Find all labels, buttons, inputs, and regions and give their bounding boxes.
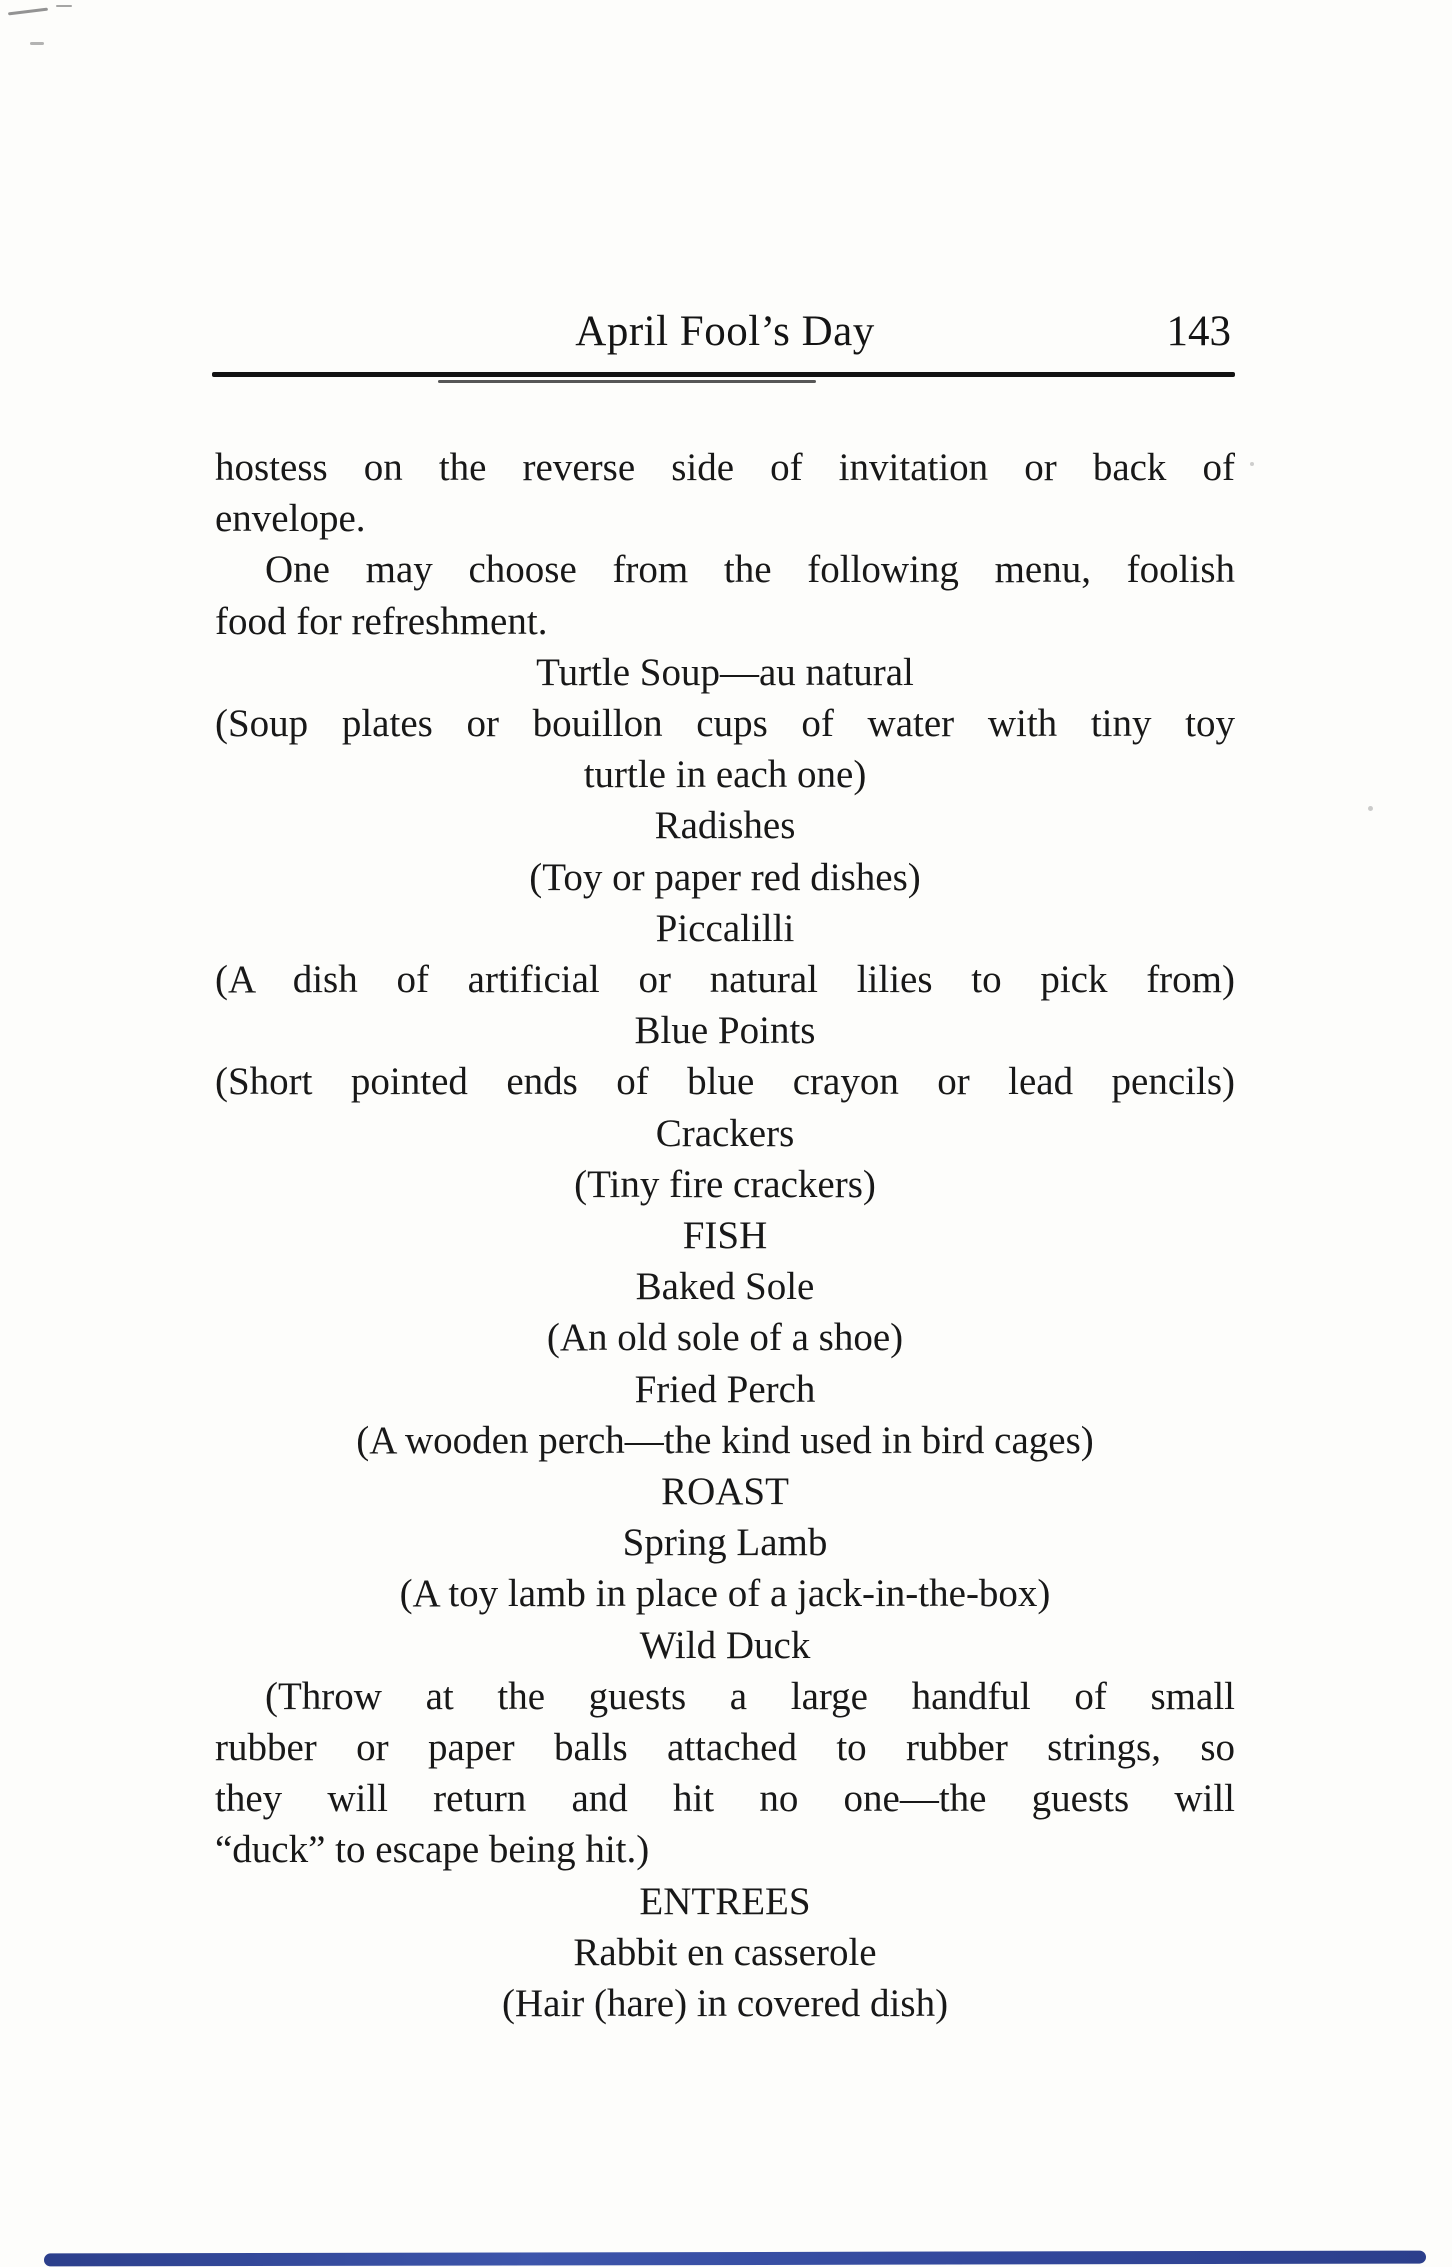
menu-note: (Tiny fire crackers) bbox=[574, 1162, 876, 1206]
menu-note: rubber or paper balls attached to rubber strings, so bbox=[215, 1726, 1235, 1770]
menu-note: (Hair (hare) in covered dish) bbox=[501, 1982, 949, 2026]
text-line: food for refreshment. bbox=[215, 599, 548, 643]
menu-note: (A dish of artificial or natural lilies to pick from) bbox=[215, 958, 1235, 1002]
menu-note: (Throw at the guests a large handful of small bbox=[265, 1674, 1235, 1718]
scan-artifact-dash bbox=[30, 42, 44, 45]
scan-artifact-speck bbox=[1368, 806, 1373, 811]
page-content bbox=[215, 442, 1235, 2029]
menu-section-heading: ROAST bbox=[661, 1470, 789, 1514]
header-rule bbox=[212, 372, 1235, 377]
menu-item: Crackers bbox=[655, 1111, 795, 1155]
scan-artifact-dash bbox=[56, 5, 72, 7]
menu-note: turtle in each one) bbox=[583, 753, 867, 797]
menu-item: Rabbit en casserole bbox=[573, 1930, 877, 1974]
text-line: One may choose from the following menu, foolish bbox=[265, 548, 1235, 592]
menu-section-heading: ENTREES bbox=[639, 1879, 811, 1923]
menu-item: Radishes bbox=[654, 804, 796, 848]
menu-note: (A wooden perch—the kind used in bird cages) bbox=[356, 1418, 1094, 1462]
menu-section-heading: FISH bbox=[682, 1214, 768, 1258]
header-rule-echo bbox=[438, 380, 816, 383]
menu-note: (Soup plates or bouillon cups of water with tiny toy bbox=[215, 702, 1235, 746]
scan-artifact-speck bbox=[1250, 462, 1254, 466]
menu-note: “duck” to escape being hit.) bbox=[215, 1828, 650, 1872]
page-header bbox=[215, 304, 1235, 360]
menu-note: (An old sole of a shoe) bbox=[546, 1316, 904, 1360]
scan-edge-artifact bbox=[44, 2251, 1426, 2267]
text-line: hostess on the reverse side of invitation or back of bbox=[215, 446, 1235, 489]
menu-item: Spring Lamb bbox=[622, 1521, 828, 1565]
running-title: April Fool’s Day bbox=[575, 308, 875, 355]
scan-artifact-dash bbox=[8, 8, 48, 16]
menu-item: Fried Perch bbox=[634, 1367, 816, 1411]
menu-note: (Toy or paper red dishes) bbox=[529, 855, 921, 899]
menu-item: Piccalilli bbox=[655, 906, 795, 950]
menu-item: Wild Duck bbox=[639, 1623, 811, 1667]
menu-note: they will return and hit no one—the guests will bbox=[215, 1777, 1235, 1821]
menu-note: (Short pointed ends of blue crayon or lead pencils) bbox=[215, 1060, 1235, 1104]
page-number: 143 bbox=[1166, 308, 1231, 355]
menu-item: Baked Sole bbox=[635, 1265, 815, 1309]
text-line: envelope. bbox=[215, 497, 366, 541]
menu-note: (A toy lamb in place of a jack-in-the-box) bbox=[399, 1572, 1051, 1616]
menu-item: Turtle Soup—au natural bbox=[536, 650, 914, 694]
menu-item: Blue Points bbox=[634, 1009, 816, 1053]
